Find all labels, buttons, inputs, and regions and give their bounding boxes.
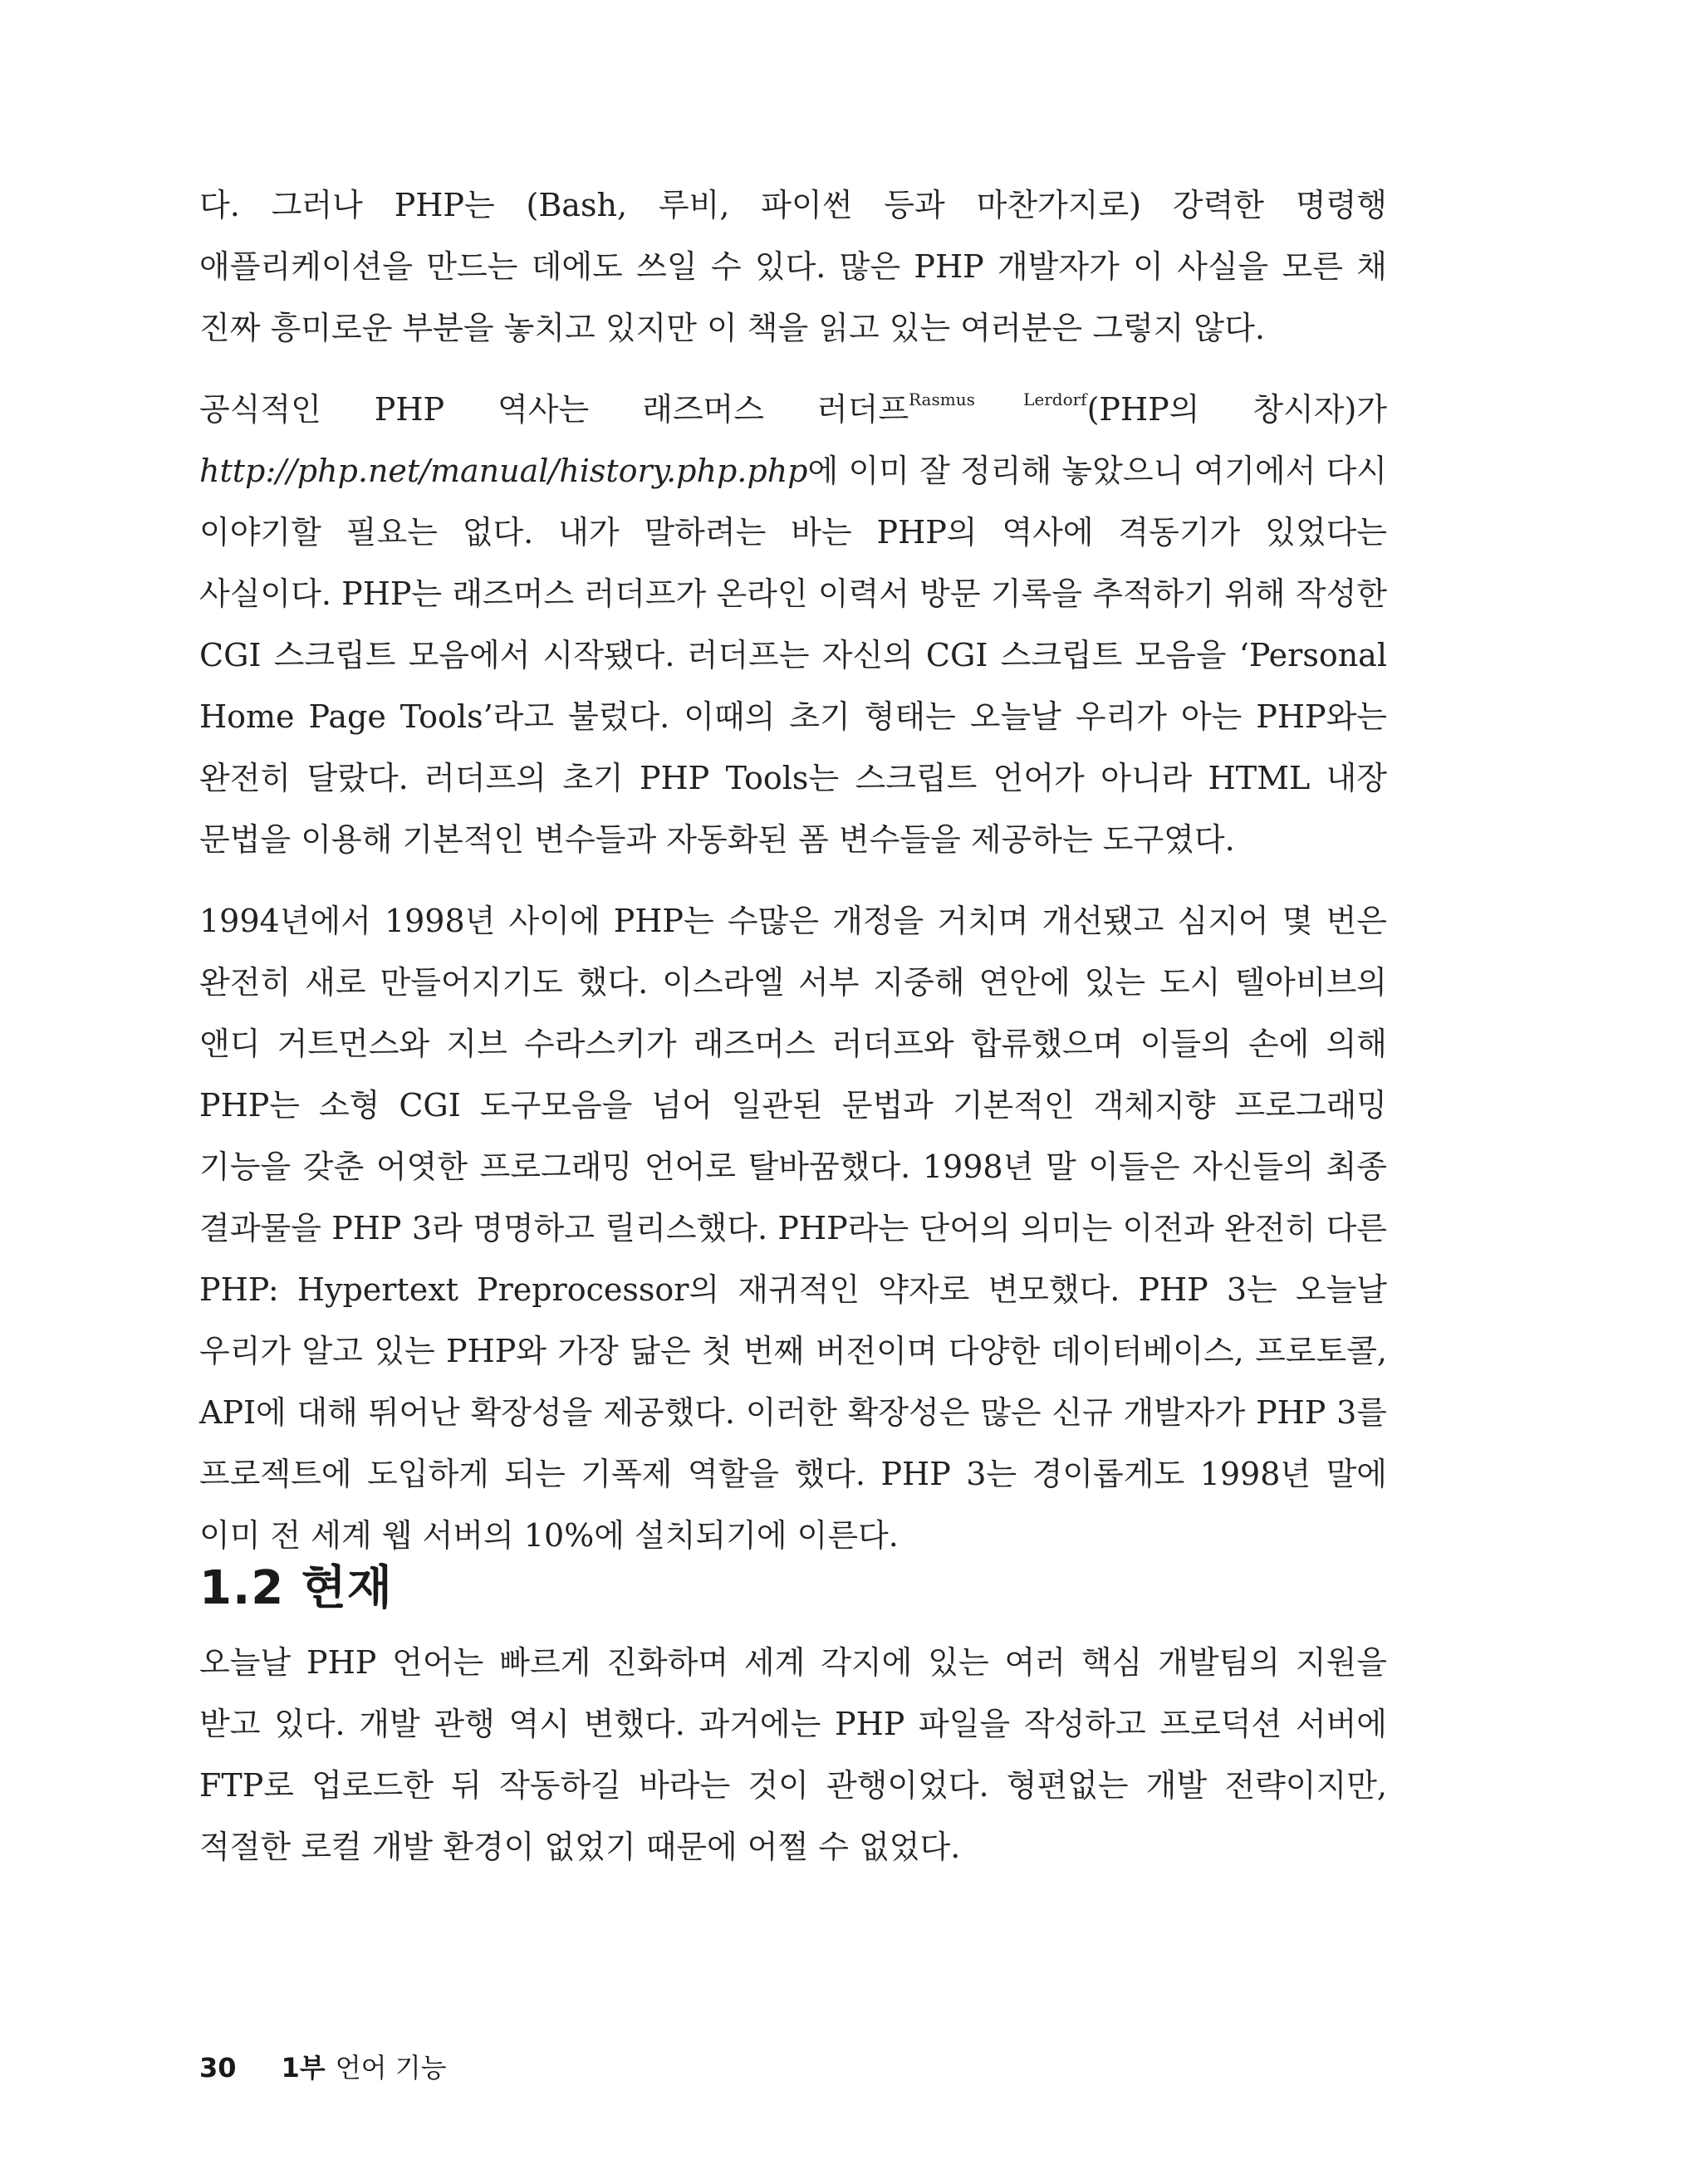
page-footer	[199, 2047, 447, 2085]
paragraph-intro-continued: 다. 그러나 PHP는 (Bash, 루비, 파이썬 등과 마찬가지로) 강력한 명령행 애플리케이션을 만드는 데에도 쓰일 수 있다. 많은 PHP 개발자가 이 사실을 모른 채 진짜 흥미로운 부분을 놓치고 있지만 이 책을 읽고 있는 여러분은 그렇지 않다.	[199, 187, 1387, 346]
history-text-creator: (PHP의 창시자)가	[1086, 391, 1388, 428]
paragraph-present: 오늘날 PHP 언어는 빠르게 진화하며 세계 각지에 있는 여러 핵심 개발팀의 지원을 받고 있다. 개발 관행 역시 변했다. 과거에는 PHP 파일을 작성하고 프로덕션 서버에 FTP로 업로드한 뒤 작동하길 바라는 것이 관행이었다. 형편없는 개발 전략이지만, 적절한 로컬 개발 환경이 없었기 때문에 어쩔 수 없었다.	[199, 1644, 1387, 1865]
footnote-superscript-name: Rasmus Lerdorf	[909, 389, 1087, 409]
part-title: 언어 기능	[335, 2052, 447, 2084]
paragraph-php3-history: 1994년에서 1998년 사이에 PHP는 수많은 개정을 거치며 개선됐고 심지어 몇 번은 완전히 새로 만들어지기도 했다. 이스라엘 서부 지중해 연안에 있는 도시 텔아비브의 앤디 거트먼스와 지브 수라스키가 래즈머스 러더프와 합류했으며 이들의 손에 의해 PHP는 소형 CGI 도구모음을 넘어 일관된 문법과 기본적인 객체지향 프로그래밍 기능을 갖춘 어엿한 프로그래밍 언어로 탈바꿈했다. 1998년 말 이들은 자신들의 최종 결과물을 PHP 3라 명명하고 릴리스했다. PHP라는 단어의 의미는 이전과 완전히 다른 PHP: Hypertext Preprocessor의 재귀적인 약자로 변모했다. PHP 3는 오늘날 우리가 알고 있는 PHP와 가장 닮은 첫 번째 버전이며 다양한 데이터베이스, 프로토콜, API에 대해 뛰어난 확장성을 제공했다. 이러한 확장성은 많은 신규 개발자가 PHP 3를 프로젝트에 도입하게 되는 기폭제 역할을 했다. PHP 3는 경이롭게도 1998년 말에 이미 전 세계 웹 서버의 10%에 설치되기에 이른다.	[199, 903, 1387, 1554]
body-text	[199, 174, 1387, 1586]
history-text-rest: 에 이미 잘 정리해 놓았으니 여기에서 다시 이야기할 필요는 없다. 내가 말하려는 바는 PHP의 역사에 격동기가 있었다는 사실이다. PHP는 래즈머스 러더프가 온라인 이력서 방문 기록을 추적하기 위해 작성한 CGI 스크립트 모음에서 시작됐다. 러더프는 자신의 CGI 스크립트 모음을 ‘Personal Home Page Tools’라고 불렀다. 이때의 초기 형태는 오늘날 우리가 아는 PHP와는 완전히 달랐다. 러더프의 초기 PHP Tools는 스크립트 언어가 아니라 HTML 내장 문법을 이용해 기본적인 변수들과 자동화된 폼 변수들을 제공하는 도구였다.	[199, 453, 1387, 858]
history-url-link[interactable]: http://php.net/manual/history.php.php	[199, 453, 808, 489]
page-number: 30	[199, 2052, 237, 2084]
history-text-start: 공식적인 PHP 역사는 래즈머스 러더프	[199, 391, 909, 428]
paragraph-php-history	[199, 379, 1387, 870]
part-number: 1부	[281, 2052, 326, 2084]
section-body	[199, 1632, 1387, 1898]
section-heading: 1.2 현재	[199, 1561, 393, 1615]
